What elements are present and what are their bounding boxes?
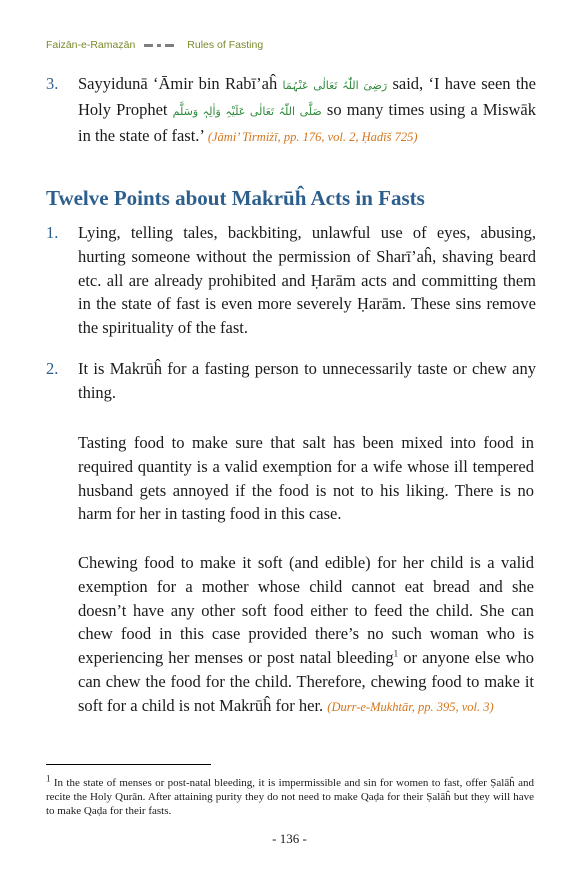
footnote-marker: 1 (46, 773, 51, 784)
section-title: Rules of Fasting (187, 39, 264, 51)
paragraph-tasting: Tasting food to make sure that salt has been mixed into food in required quantity is a valid exemption for a wife whose ill tempered husband gets annoyed if the food is not to his liking. There is no harm for her in tasting food in this case. (78, 433, 534, 524)
arabic-honorific-2: صَلَّی اللّٰہُ تَعَالٰی عَلَیْہِ وَاٰلِہٖ وَسَلَّم (172, 104, 322, 118)
point-1 (46, 221, 536, 340)
paragraph-chewing (78, 551, 534, 720)
narration-post: so many times using a Miswāk in the state of fast.’ (78, 99, 536, 145)
arabic-honorific-1: رَضِیَ اللّٰہُ تَعَالٰی عَنْہُمَا (282, 79, 388, 92)
narration-pre: Sayyidunā ‘Āmir bin Rabī’aĥ (78, 74, 278, 93)
point-text: It is Makrūĥ for a fasting person to unnecessarily taste or chew any thing. (78, 359, 536, 402)
header-separator (144, 44, 178, 47)
citation: (Durr-e-Mukhtār, pp. 395, vol. 3) (327, 699, 494, 714)
point-number: 2. (46, 359, 59, 378)
book-title: Faizān-e-Ramaẓān (46, 39, 136, 51)
narration-mid: said, ‘I have seen the Holy Prophet (78, 74, 537, 119)
chewing-text-b: or anyone else who can chew the food for the child. Therefore, chewing food to make it soft for a child is not Makrūĥ for her. (78, 648, 534, 715)
item-number: 3. (46, 74, 59, 93)
footnote-divider (46, 764, 211, 765)
page-number: - 136 - (272, 831, 307, 846)
point-2 (46, 357, 536, 405)
footnote (46, 773, 535, 819)
point-number: 1. (46, 223, 59, 242)
running-header (46, 39, 263, 51)
narration-item-3 (46, 72, 536, 149)
narration-text (78, 72, 536, 149)
footnote-text: In the state of menses or post-natal bleeding, it is impermissible and sin for women to fast, offer Ṣalāĥ and recite the Holy Qurān. After attaining purity they do not need to make Qaḍa for their Ṣalāĥ but they will have to make Qaḍa for their fasts. (46, 777, 535, 818)
point-text: Lying, telling tales, backbiting, unlawful use of eyes, abusing, hurting someone without the permission of Sharī’aĥ, shaving beard etc. all are already prohibited and Ḥarām acts and committing them in the state of fast is even more severely Ḥarām. These sins remove the spirituality of the fast. (78, 223, 536, 338)
section-heading: Twelve Points about Makrūĥ Acts in Fasts (46, 186, 425, 210)
chewing-text-a: Chewing food to make it soft (and edible) for her child is a valid exemption for a mother whose child cannot eat bread and she doesn’t have any other soft food either to feed the child. She can chew food in this case provided there’s no such woman who is experiencing her menses or post natal bleeding (78, 553, 534, 668)
footnote-ref: 1 (393, 648, 399, 659)
citation: (Jāmi’ Tirmiżī, pp. 176, vol. 2, Ḥadīš 725) (207, 129, 418, 144)
